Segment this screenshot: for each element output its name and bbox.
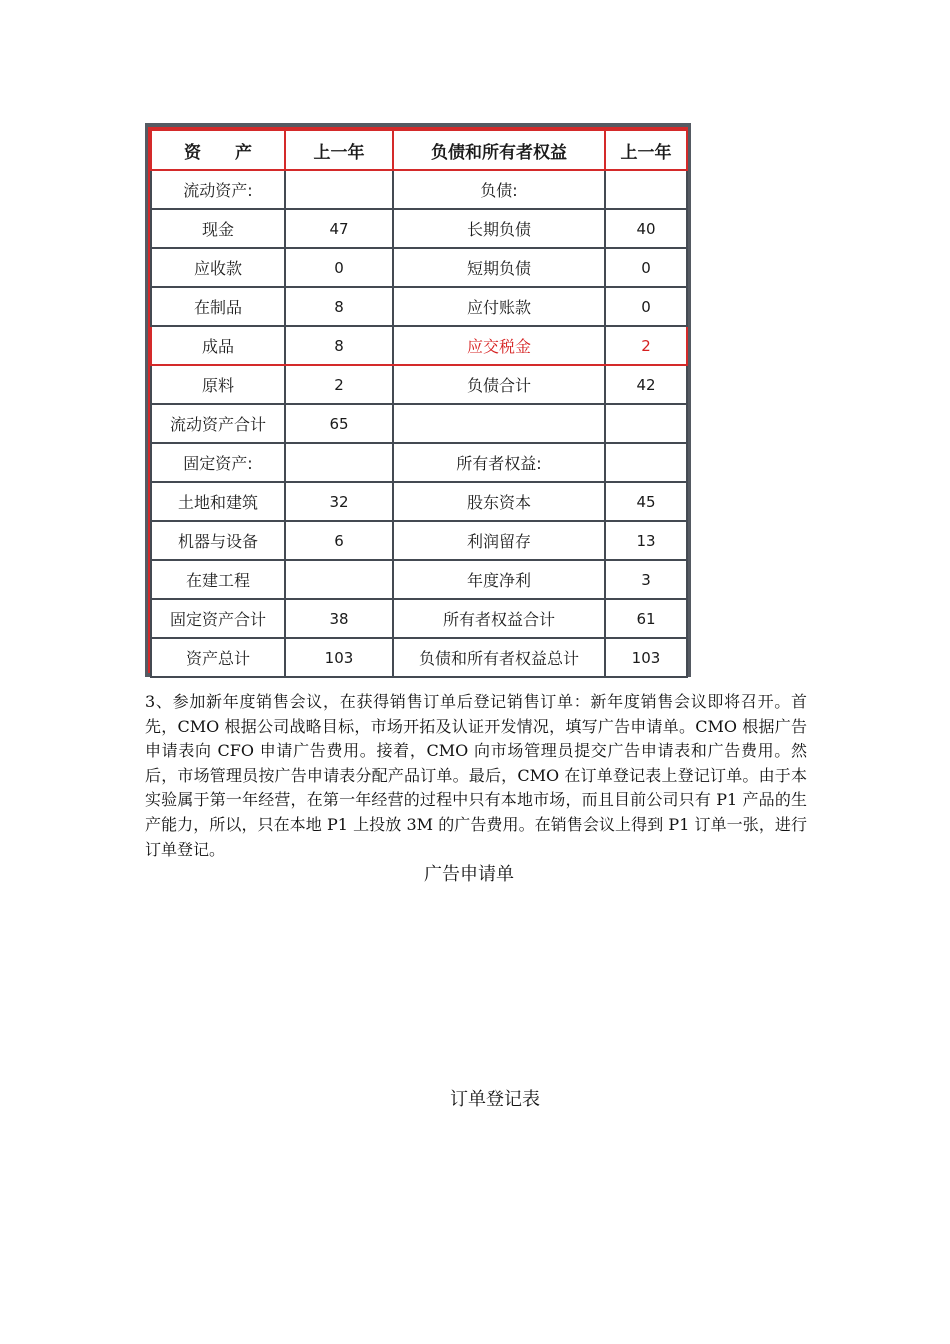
liability-value: 13 bbox=[605, 521, 687, 560]
table-row bbox=[151, 404, 687, 443]
asset-value: 103 bbox=[285, 638, 393, 677]
liability-label: 负债: bbox=[393, 170, 605, 209]
header-prev-year-assets: 上一年 bbox=[285, 130, 393, 170]
caption-order-form: 订单登记表 bbox=[450, 1089, 540, 1110]
liability-value: 103 bbox=[605, 638, 687, 677]
header-liabilities-equity: 负债和所有者权益 bbox=[393, 130, 605, 170]
balance-sheet-table bbox=[150, 129, 688, 678]
liability-label: 应付账款 bbox=[393, 287, 605, 326]
liability-label: 所有者权益合计 bbox=[393, 599, 605, 638]
liability-label: 年度净利 bbox=[393, 560, 605, 599]
asset-label: 在制品 bbox=[151, 287, 285, 326]
liability-value bbox=[605, 443, 687, 482]
asset-label: 固定资产: bbox=[151, 443, 285, 482]
liability-label-highlighted: 应交税金 bbox=[393, 326, 605, 365]
asset-value: 0 bbox=[285, 248, 393, 287]
header-assets: 资 产 bbox=[151, 130, 285, 170]
table-row bbox=[151, 326, 687, 365]
asset-label: 成品 bbox=[151, 326, 285, 365]
table-header-row bbox=[151, 130, 687, 170]
liability-value: 61 bbox=[605, 599, 687, 638]
asset-label: 固定资产合计 bbox=[151, 599, 285, 638]
asset-label: 流动资产: bbox=[151, 170, 285, 209]
table-row bbox=[151, 287, 687, 326]
liability-label: 利润留存 bbox=[393, 521, 605, 560]
asset-label: 现金 bbox=[151, 209, 285, 248]
asset-value: 8 bbox=[285, 326, 393, 365]
table-row bbox=[151, 560, 687, 599]
table-row bbox=[151, 521, 687, 560]
liability-value bbox=[605, 404, 687, 443]
table-row bbox=[151, 599, 687, 638]
header-prev-year-liabilities: 上一年 bbox=[605, 130, 687, 170]
liability-label: 股东资本 bbox=[393, 482, 605, 521]
liability-label: 负债合计 bbox=[393, 365, 605, 404]
liability-value bbox=[605, 170, 687, 209]
asset-value: 38 bbox=[285, 599, 393, 638]
liability-value: 0 bbox=[605, 248, 687, 287]
liability-label: 所有者权益: bbox=[393, 443, 605, 482]
liability-label: 短期负债 bbox=[393, 248, 605, 287]
asset-value: 32 bbox=[285, 482, 393, 521]
asset-value bbox=[285, 443, 393, 482]
asset-value: 6 bbox=[285, 521, 393, 560]
liability-value: 3 bbox=[605, 560, 687, 599]
liability-label: 负债和所有者权益总计 bbox=[393, 638, 605, 677]
liability-value: 0 bbox=[605, 287, 687, 326]
asset-value: 47 bbox=[285, 209, 393, 248]
asset-value bbox=[285, 170, 393, 209]
table-row bbox=[151, 443, 687, 482]
asset-label: 原料 bbox=[151, 365, 285, 404]
asset-value: 8 bbox=[285, 287, 393, 326]
asset-label: 资产总计 bbox=[151, 638, 285, 677]
liability-label: 长期负债 bbox=[393, 209, 605, 248]
asset-label: 在建工程 bbox=[151, 560, 285, 599]
asset-label: 流动资产合计 bbox=[151, 404, 285, 443]
liability-value: 40 bbox=[605, 209, 687, 248]
asset-label: 应收款 bbox=[151, 248, 285, 287]
table-row bbox=[151, 170, 687, 209]
asset-value: 65 bbox=[285, 404, 393, 443]
table-row bbox=[151, 209, 687, 248]
table-row bbox=[151, 248, 687, 287]
asset-label: 土地和建筑 bbox=[151, 482, 285, 521]
balance-sheet-frame bbox=[148, 127, 688, 673]
table-row bbox=[151, 482, 687, 521]
liability-label bbox=[393, 404, 605, 443]
table-row bbox=[151, 365, 687, 404]
table-row bbox=[151, 638, 687, 677]
liability-value-highlighted: 2 bbox=[605, 326, 687, 365]
balance-sheet-image bbox=[145, 123, 691, 677]
body-paragraph: 3、参加新年度销售会议，在获得销售订单后登记销售订单：新年度销售会议即将召开。首先，CMO 根据公司战略目标，市场开拓及认证开发情况，填写广告申请单。CMO 根据广告申请表向 CFO 申请广告费用。接着，CMO 向市场管理员提交广告申请表和广告费用。然后，市场管理员按广告申请表分配产品订单。最后，CMO 在订单登记表上登记订单。由于本实验属于第一年经营，在第一年经营的过程中只有本地市场，而且目前公司只有 P1 产品的生产能力，所以，只在本地 P1 上投放 3M 的广告费用。在销售会议上得到 P1 订单一张，进行订单登记。 bbox=[145, 692, 807, 859]
caption-ad-form: 广告申请单 bbox=[424, 864, 514, 885]
asset-value: 2 bbox=[285, 365, 393, 404]
liability-value: 45 bbox=[605, 482, 687, 521]
liability-value: 42 bbox=[605, 365, 687, 404]
asset-value bbox=[285, 560, 393, 599]
asset-label: 机器与设备 bbox=[151, 521, 285, 560]
